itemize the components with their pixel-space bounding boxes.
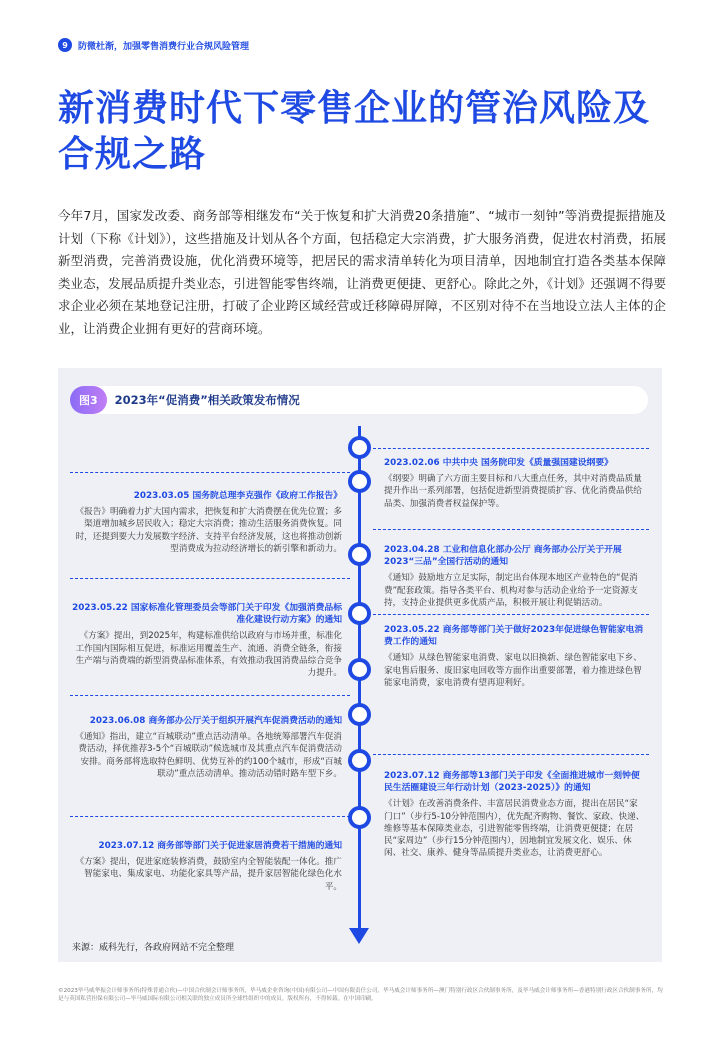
timeline-node	[348, 436, 371, 459]
event-body: 《通知》指出，建立“百城联动”重点活动清单。各地统筹部署汽车促消费活动，择优推荐3-5个“百城联动”候选城市及其重点汽车促消费活动安排。商务部将选取特色鲜明、优势互补的约100个城市，形成“百城联动”重点活动清单。推动活动错时路车型下乡。	[75, 732, 342, 779]
event-title: 2023.02.06 中共中央 国务院印发《质量强国建设纲要》	[384, 458, 613, 468]
event-title: 2023.07.12 商务部等部门关于促进家居消费若干措施的通知	[98, 841, 342, 851]
page-number: 9	[58, 38, 72, 52]
figure-source: 来源：威科先行，各政府网站不完全整理	[72, 943, 235, 953]
timeline-node	[348, 543, 371, 566]
event-body: 《通知》鼓励地方立足实际，制定出台体现本地区产业特色的“促消费”配套政策。指导各类平台、机构对参与活动企业给予一定资源支持，支持企业提供更多优质产品，积极开展让利促销活动。	[384, 573, 638, 608]
divider	[373, 448, 649, 449]
timeline-event	[384, 770, 646, 859]
timeline-event	[72, 715, 342, 780]
timeline-event	[72, 490, 342, 555]
event-title: 2023.04.28 工业和信息化部办公厅 商务部办公厅关于开展2023“三品”全国行活动的通知	[384, 545, 622, 568]
timeline-arrow-icon	[349, 928, 369, 944]
event-body: 《方案》提出，促进家庭装修消费，鼓励室内全智能装配一体化。推广智能家电、集成家电、功能化家具等产品，提升家居智能化绿色化水平。	[75, 857, 342, 892]
event-title: 2023.07.12 商务部等13部门关于印发《全面推进城市一刻钟便民生活圈建设三年行动计划（2023-2025）》的通知	[384, 771, 640, 794]
divider	[70, 578, 350, 579]
policy-timeline-figure	[58, 368, 662, 962]
divider	[70, 472, 350, 473]
figure-tag: 图3	[70, 386, 107, 414]
divider	[70, 695, 350, 696]
copyright-footer: ©2023毕马威华振会计师事务所(特殊普通合伙)—中国合伙制会计师事务所，毕马威企业咨询(中国)有限公司—中国有限责任公司，毕马威会计师事务所—澳门特别行政区合伙制事务所，及毕马威会计师事务所—香港特别行政区合伙制事务所，均是与英国私营担保有限公司—毕马威国际有限公司相关联的独立成员所全球性组织中的成员。版权所有，不得转载。在中国印刷。	[58, 988, 663, 1002]
divider	[373, 614, 649, 615]
timeline-node	[348, 658, 371, 681]
intro-paragraph: 今年7月，国家发改委、商务部等相继发布“关于恢复和扩大消费20条措施”、“城市一刻钟”等消费提振措施及计划（下称《计划》），这些措施及计划从各个方面，包括稳定大宗消费，扩大服务消费，促进农村消费，拓展新型消费，完善消费设施，优化消费环境等，把居民的需求清单转化为项目清单，因地制宜打造各类基本保障类业态，发展品质提升类业态，引进智能零售终端，让消费更便捷、更舒心。除此之外，《计划》还强调不得要求企业必须在某地登记注册，打破了企业跨区域经营或迁移障碍屏障，不区别对待不在当地设立法人主体的企业，让消费企业拥有更好的营商环境。	[58, 208, 666, 336]
event-body: 《纲要》明确了六方面主要目标和八大重点任务，其中对消费品质量提升作出一系列部署，包括促进新型消费提质扩容、优化消费品供给品类、加强消费者权益保护等。	[384, 474, 642, 509]
divider	[373, 529, 649, 530]
page-header	[58, 38, 249, 52]
timeline-event	[72, 840, 342, 893]
timeline-event	[72, 602, 342, 679]
section-title: 防微杜渐，加强零售消费行业合规风险管理	[78, 41, 250, 52]
figure-title: 2023年“促消费”相关政策发布情况	[114, 393, 300, 407]
timeline-node	[348, 470, 371, 493]
event-body: 《计划》在改善消费条件、丰富居民消费业态方面，提出在居民“家门口”（步行5-10分钟范围内），优先配齐购物、餐饮、家政、快递、维修等基本保障类业态，引进智能零售终端，让消费更便捷；在居民“家周边”（步行15分钟范围内），因地制宜发展文化、娱乐、休闲、社交、康养、健身等品质提升类业态，让消费更舒心。	[384, 799, 645, 859]
page-title: 新消费时代下零售企业的管治风险及合规之路	[58, 88, 651, 175]
event-title: 2023.05.22 商务部等部门关于做好2023年促进绿色智能家电消费工作的通知	[384, 625, 644, 648]
timeline-node	[348, 703, 371, 726]
timeline-node	[348, 602, 371, 625]
timeline-node	[348, 749, 371, 772]
timeline-event	[384, 624, 646, 689]
timeline-node	[348, 806, 371, 829]
figure-title-bar	[70, 386, 648, 414]
event-body: 《报告》明确着力扩大国内需求，把恢复和扩大消费摆在优先位置；多渠道增加城乡居民收入；稳定大宗消费；推动生活服务消费恢复。同时，还提到要大力发展数字经济、支持平台经济发展，这也将推动创新型消费成为拉动经济增长的新引擎和新动力。	[75, 507, 342, 554]
divider	[70, 816, 350, 817]
event-title: 2023.06.08 商务部办公厅关于组织开展汽车促消费活动的通知	[89, 716, 342, 726]
event-title: 2023.05.22 国家标准化管理委员会等部门关于印发《加强消费品标准化建设行动方案》的通知	[72, 603, 342, 626]
event-body: 《通知》从绿色智能家电消费、家电以旧换新、绿色智能家电下乡、家电售后服务、废旧家电回收等方面作出重要部署，着力推进绿色智能家电消费，家电消费有望再迎利好。	[384, 653, 642, 688]
timeline-event	[384, 457, 646, 510]
event-title: 2023.03.05 国务院总理李克强作《政府工作报告》	[133, 491, 342, 501]
timeline-event	[384, 544, 646, 609]
event-body: 《方案》提出，到2025年，构建标准供给以政府与市场并重，标准化工作国内国际相互促进，标准运用覆盖生产、流通、消费全链条，衔接生产端与消费端的新型消费品标准体系，有效推动我国消费品综合竞争力提升。	[75, 631, 342, 679]
divider	[373, 754, 649, 755]
